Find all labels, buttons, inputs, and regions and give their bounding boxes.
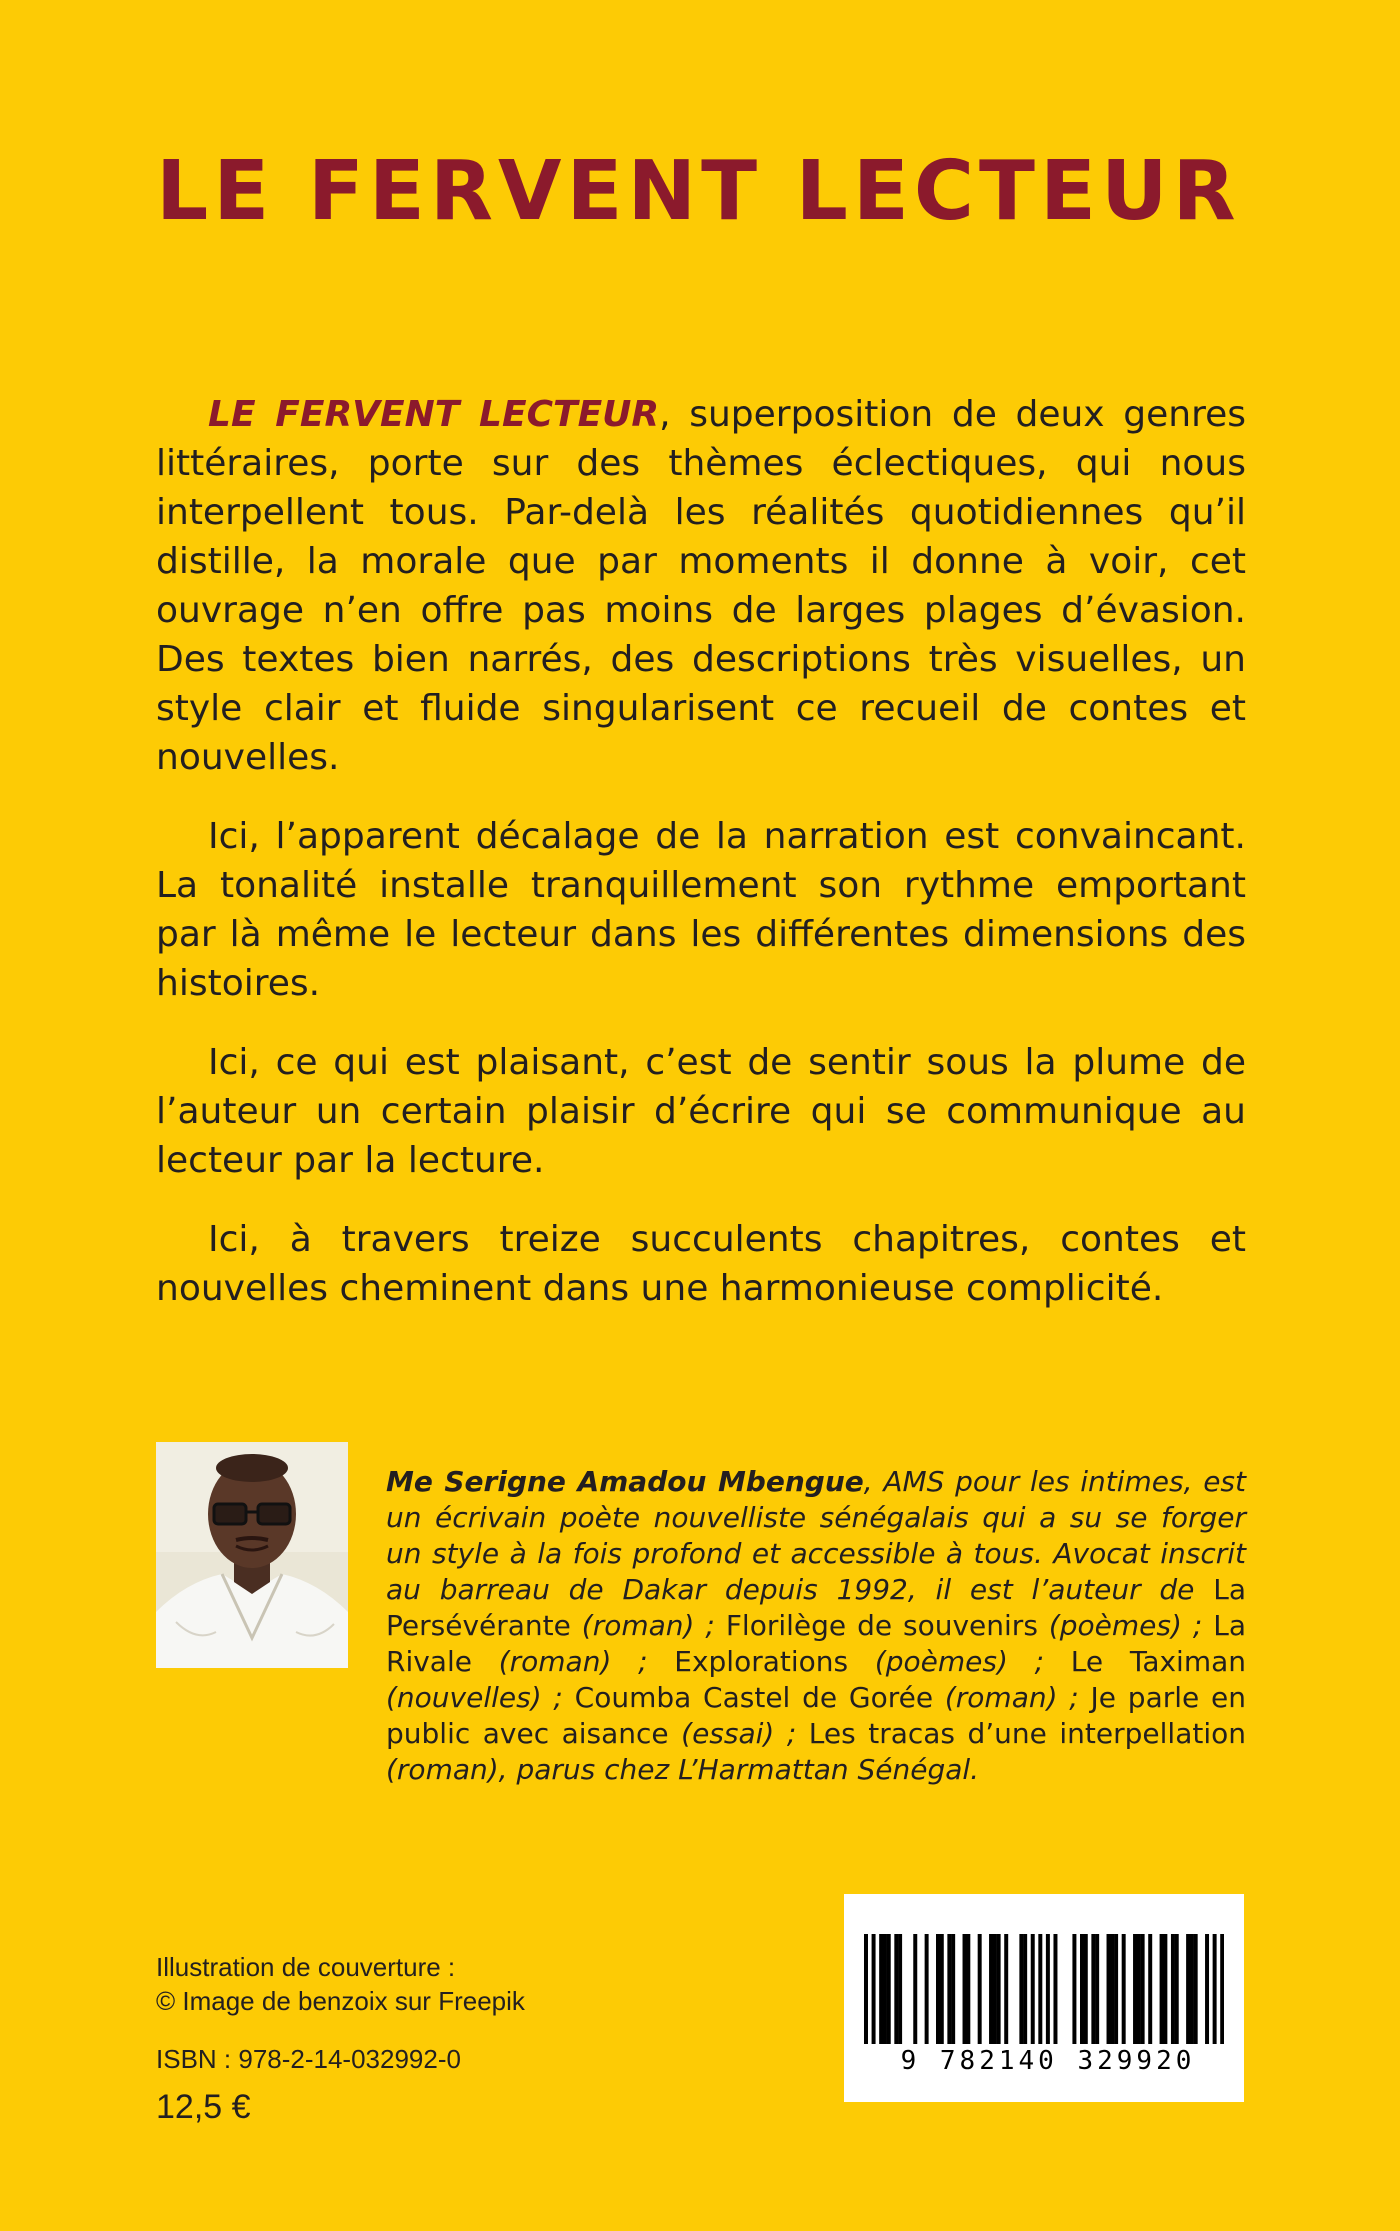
- bio-work-title: Florilège de souvenirs: [725, 1609, 1038, 1642]
- barcode-bar: [872, 1934, 876, 2044]
- barcode-bar: [1038, 1934, 1042, 2044]
- barcode-bar: [1095, 1934, 1099, 2044]
- credits-line-1: Illustration de couverture :: [156, 1952, 456, 1982]
- barcode-bar: [1137, 1934, 1141, 2044]
- barcode-bar: [1023, 1934, 1027, 2044]
- barcode-bar: [1110, 1934, 1114, 2044]
- barcode-bar: [898, 1934, 902, 2044]
- barcode-bar: [879, 1934, 883, 2044]
- bio-work-title: Le Taximan: [1070, 1645, 1247, 1678]
- bio-work-genre: (poèmes) ;: [1037, 1609, 1214, 1642]
- bio-work-title: Je parle en public avec aisance: [386, 1681, 1246, 1750]
- barcode-bar: [1107, 1934, 1111, 2044]
- barcode-bar: [1091, 1934, 1095, 2044]
- barcode-bars: [864, 1934, 1224, 2044]
- barcode-bar: [1080, 1934, 1084, 2044]
- bio-work-genre: (essai) ;: [668, 1717, 809, 1750]
- bio-work-title: Coumba Castel de Gorée: [574, 1681, 934, 1714]
- bio-work-title: Explorations: [674, 1645, 849, 1678]
- barcode-bar: [887, 1934, 891, 2044]
- barcode: [844, 1894, 1244, 2102]
- barcode-bar: [1133, 1934, 1137, 2044]
- author-bio: [386, 1464, 1246, 1788]
- barcode-bar: [989, 1934, 993, 2044]
- barcode-bar: [1031, 1934, 1035, 2044]
- barcode-digits: 9 782140 329920: [900, 2046, 1196, 2076]
- barcode-bar: [1122, 1934, 1126, 2044]
- barcode-bar: [1114, 1934, 1118, 2044]
- barcode-bar: [1186, 1934, 1190, 2044]
- bio-work-genre: (poèmes) ;: [848, 1645, 1071, 1678]
- barcode-bar: [966, 1934, 970, 2044]
- author-bio-intro: , AMS pour les intimes, est un écrivain poète nouvelliste sénégalais qui a su se forger un style à la fois profond et accessible à tous. Avocat inscrit au barreau de Dakar depuis 1992, il est l’auteur de: [386, 1465, 1246, 1606]
- bio-work-genre: (roman) ;: [570, 1609, 726, 1642]
- barcode-bar: [1004, 1934, 1008, 2044]
- bio-work-title: Les tracas d’une interpellation: [808, 1717, 1246, 1750]
- blurb-paragraph-2: Ici, l’apparent décalage de la narration est convaincant. La tonalité installe tranquillement son rythme emportant par là même le lecteur dans les différentes dimensions des histoires.: [156, 816, 1246, 1004]
- barcode-bar: [1163, 1934, 1167, 2044]
- barcode-bar: [1190, 1934, 1194, 2044]
- bio-work-genre: (roman) ;: [471, 1645, 675, 1678]
- author-photo: [156, 1442, 348, 1668]
- barcode-bar: [1205, 1934, 1209, 2044]
- bio-work-title: La Rivale: [386, 1609, 1247, 1678]
- author-name: Me Serigne Amadou Mbengue: [386, 1465, 864, 1498]
- barcode-bar: [1019, 1934, 1023, 2044]
- barcode-bar: [1194, 1934, 1198, 2044]
- barcode-bar: [993, 1934, 997, 2044]
- barcode-bar: [997, 1934, 1001, 2044]
- isbn: ISBN : 978-2-14-032992-0: [156, 2044, 461, 2074]
- barcode-bar: [978, 1934, 982, 2044]
- blurb-paragraph-4: Ici, à travers treize succulents chapitres, contes et nouvelles cheminent dans une harmonieuse complicité.: [156, 1219, 1246, 1309]
- book-title: LE FERVENT LECTEUR: [156, 144, 1241, 239]
- barcode-bar: [1171, 1934, 1175, 2044]
- blurb-paragraph-3: Ici, ce qui est plaisant, c’est de sentir sous la plume de l’auteur un certain plaisir d’écrire qui se communique au lecteur par la lecture.: [156, 1042, 1246, 1181]
- barcode-bar: [1141, 1934, 1145, 2044]
- cover-credits: [156, 1950, 656, 2018]
- barcode-bar: [1053, 1934, 1057, 2044]
- barcode-bar: [925, 1934, 929, 2044]
- barcode-bar: [894, 1934, 898, 2044]
- price: 12,5 €: [156, 2088, 251, 2126]
- barcode-bar: [951, 1934, 955, 2044]
- barcode-bar: [940, 1934, 944, 2044]
- barcode-bar: [883, 1934, 887, 2044]
- barcode-bar: [963, 1934, 967, 2044]
- bio-work-genre: (nouvelles) ;: [386, 1681, 575, 1714]
- barcode-bar: [1220, 1934, 1224, 2044]
- bio-work-title: La Persévérante: [386, 1573, 1246, 1642]
- bio-work-genre: (roman), parus chez L’Harmattan Sénégal.: [386, 1753, 980, 1786]
- barcode-bar: [947, 1934, 951, 2044]
- barcode-bar: [913, 1934, 917, 2044]
- barcode-bar: [1046, 1934, 1050, 2044]
- bio-work-genre: (roman) ;: [933, 1681, 1091, 1714]
- barcode-bar: [1072, 1934, 1076, 2044]
- barcode-bar: [1160, 1934, 1164, 2044]
- barcode-bar: [1175, 1934, 1179, 2044]
- barcode-bar: [1148, 1934, 1152, 2044]
- blurb-paragraph-1-text: , superposition de deux genres littéraires, porte sur des thèmes éclectiques, qui nous interpellent tous. Par-delà les réalités quotidiennes qu’il distille, la morale que par moments il donne à voir, cet ouvrage n’en offre pas moins de larges plages d’évasion. Des textes bien narrés, des descriptions très visuelles, un style clair et fluide singularisent ce recueil de contes et nouvelles.: [156, 394, 1246, 778]
- blurb: [156, 390, 1246, 1343]
- blurb-paragraph-1: [156, 390, 1246, 782]
- barcode-bar: [864, 1934, 868, 2044]
- barcode-bar: [1084, 1934, 1088, 2044]
- credits-line-2: © Image de benzoix sur Freepik: [156, 1986, 525, 2016]
- blurb-book-title: LE FERVENT LECTEUR: [208, 394, 660, 435]
- barcode-bar: [936, 1934, 940, 2044]
- barcode-bar: [1213, 1934, 1217, 2044]
